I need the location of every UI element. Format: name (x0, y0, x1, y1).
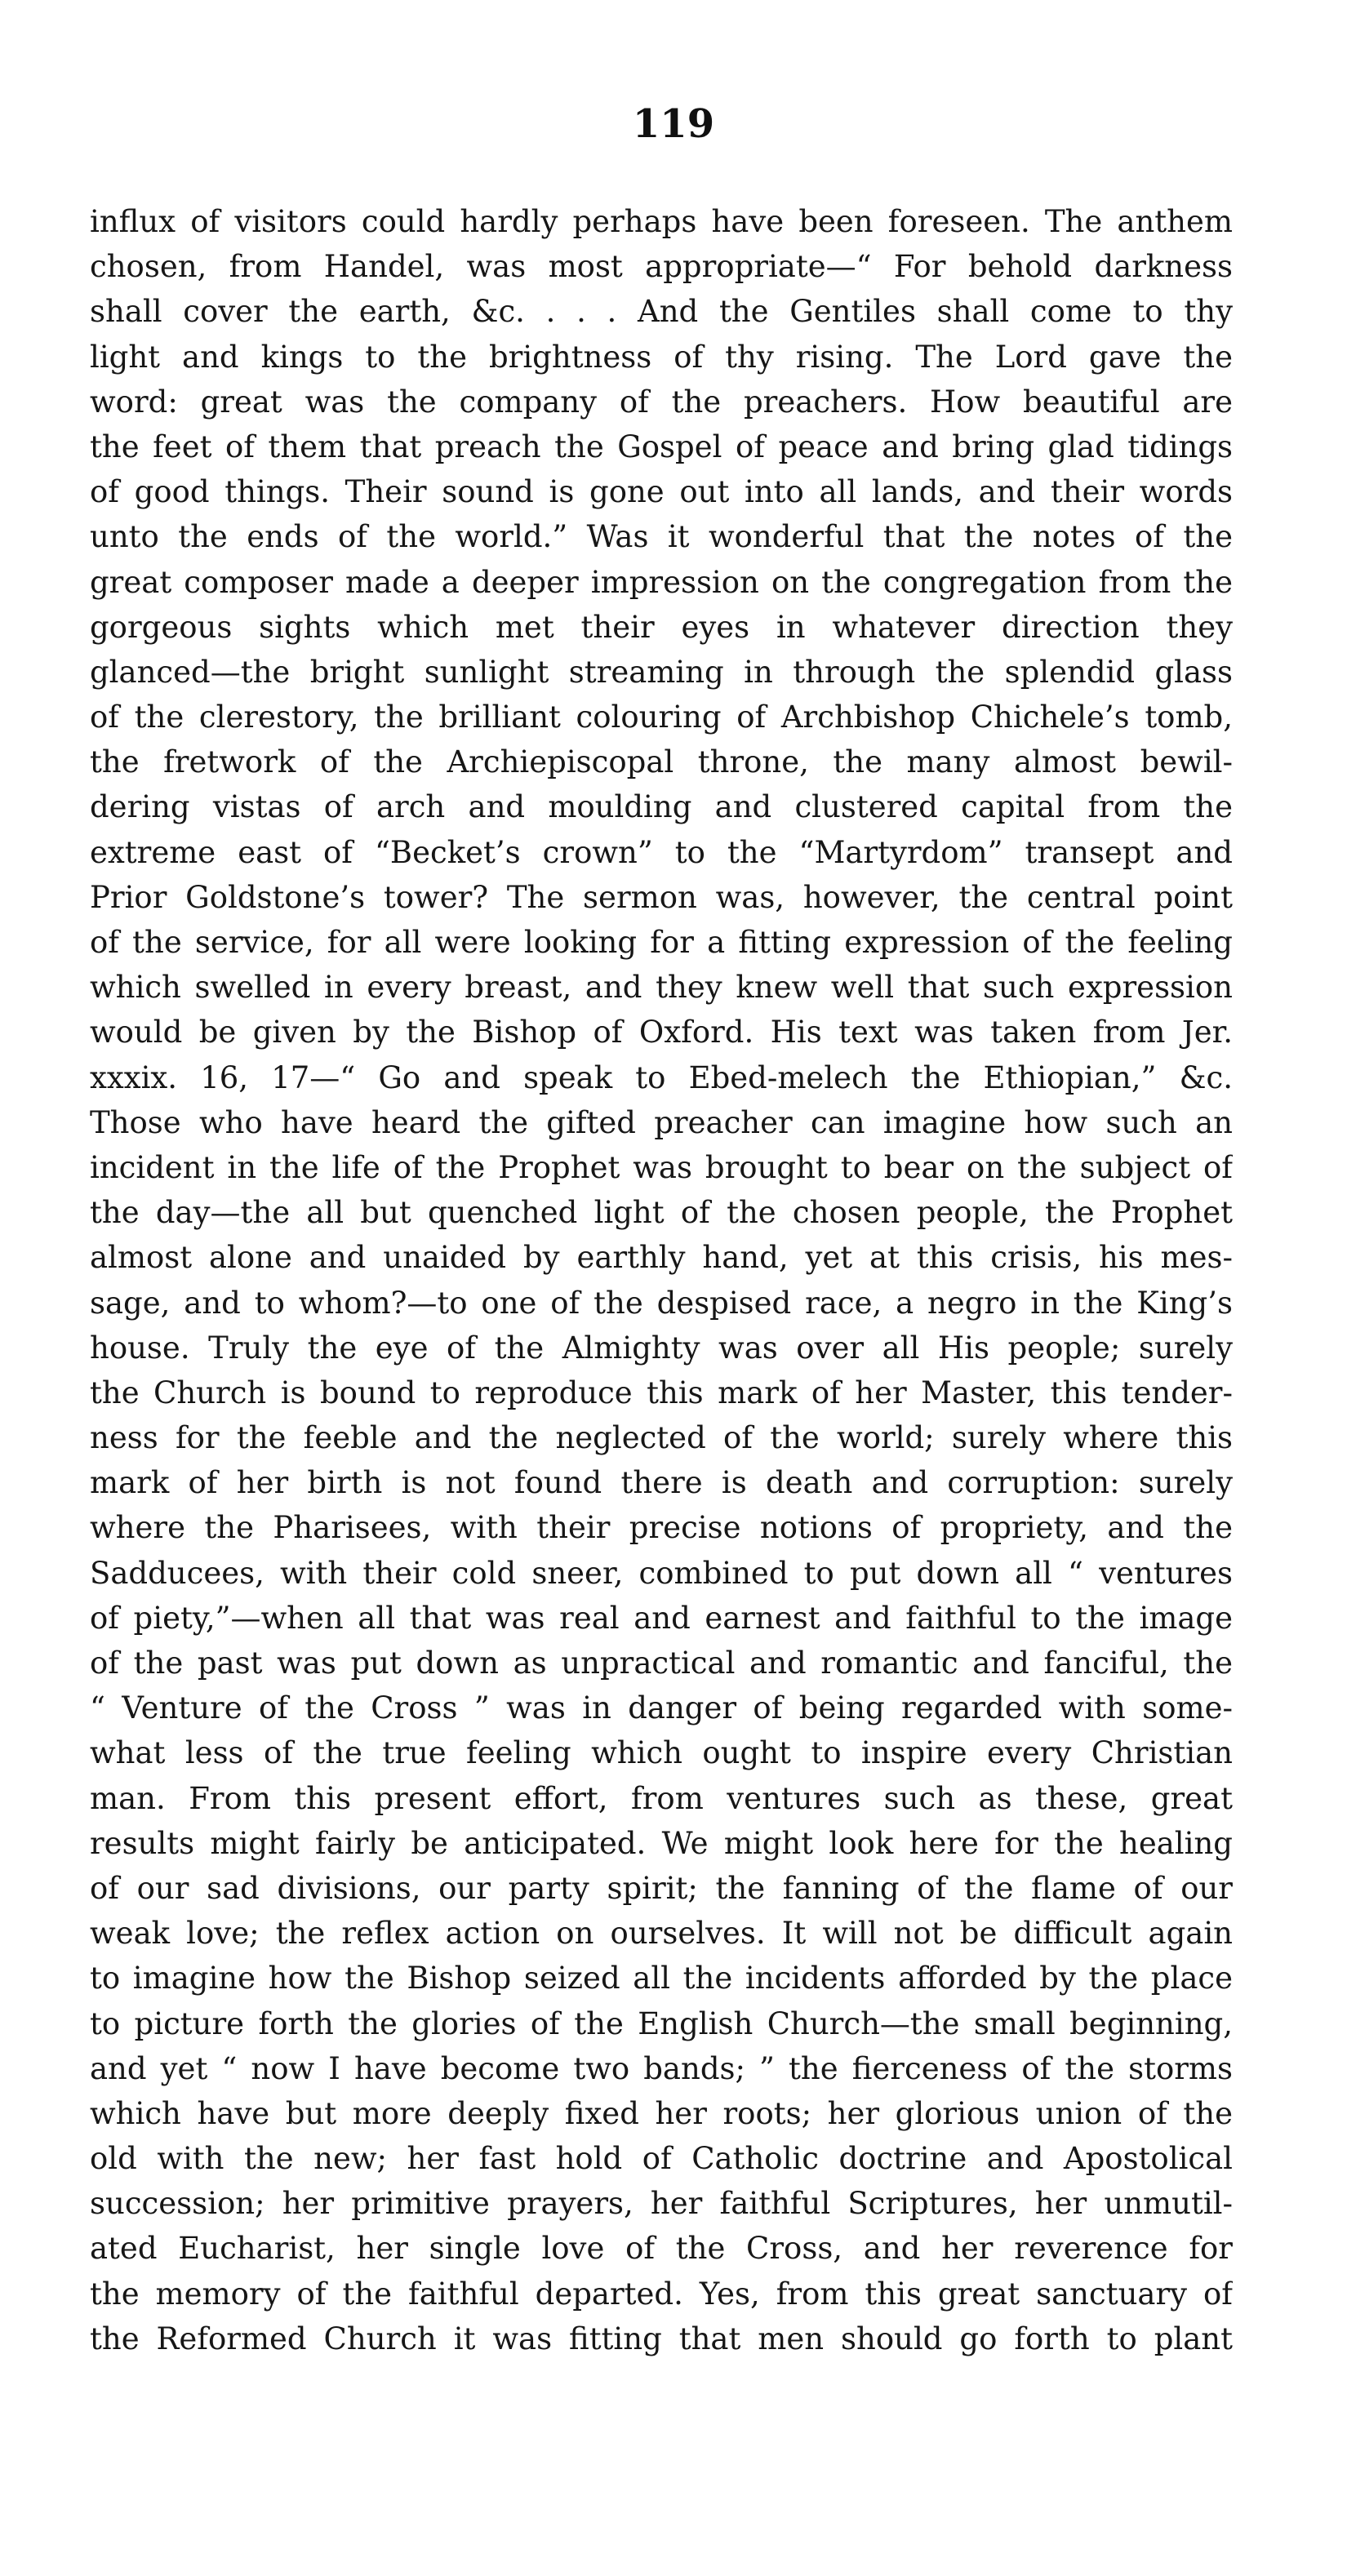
text-line: incident in the life of the Prophet was brought to bear on the subject of (90, 1149, 1233, 1185)
body-text (90, 199, 1233, 2361)
text-line: ness for the feeble and the neglected of the world; surely where this (90, 1420, 1233, 1456)
text-line: great composer made a deeper impression on the congregation from the (90, 564, 1233, 600)
text-line: the fretwork of the Archiepiscopal throne, the many almost bewil- (90, 744, 1233, 780)
text-line: which have but more deeply fixed her roots; her glorious union of the (90, 2095, 1233, 2131)
text-line: of our sad divisions, our party spirit; the fanning of the flame of our (90, 1870, 1233, 1906)
text-line: succession; her primitive prayers, her faithful Scriptures, her unmutil- (90, 2186, 1233, 2222)
text-line: to picture forth the glories of the English Church—the small beginning, (90, 2005, 1233, 2041)
text-line: and yet “ now I have become two bands; ” the fierceness of the storms (90, 2050, 1233, 2086)
text-line: dering vistas of arch and moulding and clustered capital from the (90, 789, 1233, 825)
page-number: 119 (632, 101, 715, 147)
text-line: the Church is bound to reproduce this mark of her Master, this tender- (90, 1375, 1233, 1410)
text-line: of the clerestory, the brilliant colouring of Archbishop Chichele’s tomb, (90, 700, 1233, 735)
text-line: where the Pharisees, with their precise notions of propriety, and the (90, 1510, 1233, 1546)
text-line: would be given by the Bishop of Oxford. His text was taken from Jer. (90, 1015, 1233, 1050)
text-line: of good things. Their sound is gone out into all lands, and their words (90, 474, 1233, 510)
text-line: man. From this present effort, from ventures such as these, great (90, 1780, 1233, 1816)
text-line: what less of the true feeling which ought to inspire every Christian (90, 1735, 1233, 1771)
text-line: “ Venture of the Cross ” was in danger of being regarded with some- (90, 1690, 1233, 1726)
text-line: almost alone and unaided by earthly hand, yet at this crisis, his mes- (90, 1240, 1233, 1276)
text-line: of the past was put down as unpractical and romantic and fanciful, the (90, 1646, 1233, 1681)
text-line: chosen, from Handel, was most appropriate—“ For behold darkness (90, 249, 1233, 285)
text-line: the day—the all but quenched light of the chosen people, the Prophet (90, 1195, 1233, 1231)
text-line: weak love; the reflex action on ourselves. It will not be difficult again (90, 1916, 1233, 1952)
text-line: Sadducees, with their cold sneer, combined to put down all “ ventures (90, 1555, 1233, 1591)
text-line: the feet of them that preach the Gospel of peace and bring glad tidings (90, 429, 1233, 464)
text-line: extreme east of “Becket’s crown” to the “Martyrdom” transept and (90, 834, 1233, 870)
text-line: unto the ends of the world.” Was it wonderful that the notes of the (90, 519, 1233, 555)
text-line: sage, and to whom?—to one of the despised race, a negro in the King’s (90, 1285, 1233, 1321)
text-line: xxxix. 16, 17—“ Go and speak to Ebed-melech the Ethiopian,” &c. (90, 1059, 1233, 1095)
text-line: of the service, for all were looking for a fitting expression of the feeling (90, 925, 1233, 960)
text-line: influx of visitors could hardly perhaps have been foreseen. The anthem (90, 204, 1233, 239)
text-line: mark of her birth is not found there is death and corruption: surely (90, 1465, 1233, 1501)
text-line: which swelled in every breast, and they knew well that such expression (90, 970, 1233, 1006)
text-line: to imagine how the Bishop seized all the incidents afforded by the place (90, 1961, 1233, 1996)
text-line: Those who have heard the gifted preacher can imagine how such an (90, 1104, 1233, 1140)
text-line: house. Truly the eye of the Almighty was over all His people; surely (90, 1330, 1233, 1366)
text-line: shall cover the earth, &c. . . . And the Gentiles shall come to thy (90, 294, 1233, 330)
text-line: Prior Goldstone’s tower? The sermon was, however, the central point (90, 879, 1233, 915)
text-line: light and kings to the brightness of thy rising. The Lord gave the (90, 339, 1233, 375)
text-line: old with the new; her fast hold of Catholic doctrine and Apostolical (90, 2141, 1233, 2177)
text-line: glanced—the bright sunlight streaming in through the splendid glass (90, 654, 1233, 690)
text-line: ated Eucharist, her single love of the Cross, and her reverence for (90, 2231, 1233, 2267)
text-line: of piety,”—when all that was real and earnest and faithful to the image (90, 1600, 1233, 1636)
text-line: the Reformed Church it was fitting that men should go forth to plant (90, 2321, 1233, 2356)
text-line: gorgeous sights which met their eyes in whatever direction they (90, 609, 1233, 645)
text-line: word: great was the company of the preachers. How beautiful are (90, 384, 1233, 420)
text-line: the memory of the faithful departed. Yes, from this great sanctuary of (90, 2276, 1233, 2312)
text-line: results might fairly be anticipated. We might look here for the healing (90, 1825, 1233, 1861)
